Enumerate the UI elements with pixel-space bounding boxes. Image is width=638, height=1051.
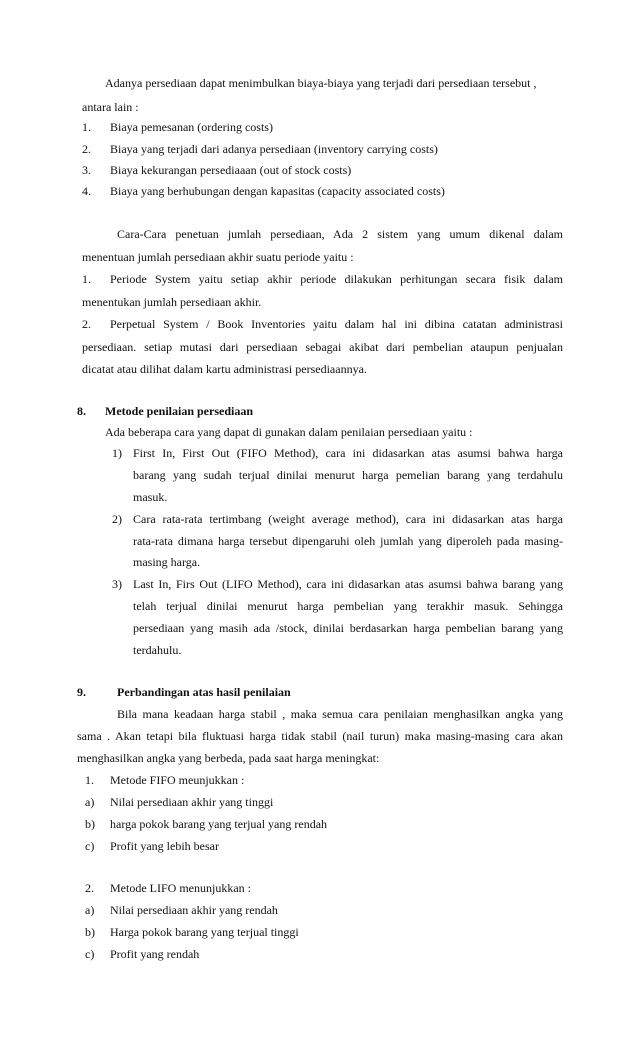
cost-item-text: Biaya yang terjadi dari adanya persediaan (inventory carrying costs) bbox=[110, 142, 438, 156]
method-number: 2) bbox=[112, 512, 122, 526]
intro-line-1: Adanya persediaan dapat menimbulkan biaya-biaya yang terjadi dari persediaan tersebut , bbox=[105, 76, 537, 90]
section-9-heading: Perbandingan atas hasil penilaian bbox=[117, 685, 291, 699]
cost-item-number: 1. bbox=[82, 120, 91, 134]
result-letter: b) bbox=[85, 817, 95, 831]
methods-line-2: menentuan jumlah persediaan akhir suatu periode yaitu : bbox=[82, 250, 354, 264]
result-letter: c) bbox=[85, 947, 95, 961]
result-text: harga pokok barang yang terjual yang rendah bbox=[110, 817, 328, 831]
result-text: Nilai persediaan akhir yang rendah bbox=[110, 903, 278, 917]
section-8-heading: Metode penilaian persediaan bbox=[105, 404, 254, 418]
system-number: 1. bbox=[82, 272, 91, 286]
periodic-system-line-2: menentukan jumlah persediaan akhir. bbox=[82, 295, 262, 309]
result-letter: a) bbox=[85, 795, 95, 809]
comparison-line-3: menghasilkan angka yang berbeda, pada saat harga meningkat: bbox=[77, 751, 380, 765]
perpetual-system-line-2: persediaan. setiap mutasi dari persediaan sebagai akibat dari pembelian ataupun penjualan bbox=[82, 340, 563, 354]
average-line-1: Cara rata-rata tertimbang (weight average method), cara ini didasarkan atas harga bbox=[133, 512, 563, 526]
cost-item-number: 4. bbox=[82, 184, 91, 198]
result-letter: a) bbox=[85, 903, 95, 917]
lifo-result-heading: Metode LIFO menunjukkan : bbox=[110, 881, 251, 895]
fifo-line-1: First In, First Out (FIFO Method), cara ini didasarkan atas asumsi bahwa harga bbox=[133, 446, 563, 460]
average-line-2: rata-rata dimana harga tersebut dipengaruhi oleh jumlah yang diperoleh pada masing- bbox=[133, 534, 563, 548]
system-number: 2. bbox=[82, 317, 91, 331]
lifo-line-2: telah terjual dinilai menurut harga pembelian yang terakhir masuk. Sehingga bbox=[133, 599, 563, 613]
section-8-number: 8. bbox=[77, 404, 86, 418]
result-letter: b) bbox=[85, 925, 95, 939]
result-text: Nilai persediaan akhir yang tinggi bbox=[110, 795, 274, 809]
method-number: 1) bbox=[112, 446, 122, 460]
comparison-line-1: Bila mana keadaan harga stabil , maka semua cara penilaian menghasilkan angka yang bbox=[117, 707, 563, 721]
perpetual-system-line-1: Perpetual System / Book Inventories yaitu dalam hal ini dibina catatan administrasi bbox=[110, 317, 563, 331]
cost-item-text: Biaya pemesanan (ordering costs) bbox=[110, 120, 273, 134]
lifo-line-3: persediaan yang masih ada /stock, dinilai berdasarkan harga pembelian barang yang bbox=[133, 621, 563, 635]
periodic-system-line-1: Periode System yaitu setiap akhir periode dilakukan perhitungan secara fisik dalam bbox=[110, 272, 563, 286]
cost-item-number: 2. bbox=[82, 142, 91, 156]
fifo-line-3: masuk. bbox=[133, 490, 168, 504]
section-8-intro: Ada beberapa cara yang dapat di gunakan dalam penilaian persediaan yaitu : bbox=[105, 425, 473, 439]
comparison-line-2: sama . Akan tetapi bila fluktuasi harga tidak stabil (nail turun) maka masing-masing cara akan bbox=[77, 729, 563, 743]
cost-item-text: Biaya yang berhubungan dengan kapasitas (capacity associated costs) bbox=[110, 184, 445, 198]
cost-item-number: 3. bbox=[82, 163, 91, 177]
method-number: 3) bbox=[112, 577, 122, 591]
fifo-line-2: barang yang sudah terjual dinilai menurut harga pemelian barang yang terdahulu bbox=[133, 468, 563, 482]
result-letter: c) bbox=[85, 839, 95, 853]
average-line-3: masing harga. bbox=[133, 555, 201, 569]
fifo-result-heading: Metode FIFO meunjukkan : bbox=[110, 773, 245, 787]
result-text: Harga pokok barang yang terjual tinggi bbox=[110, 925, 299, 939]
section-9-number: 9. bbox=[77, 685, 86, 699]
lifo-line-4: terdahulu. bbox=[133, 643, 182, 657]
intro-line-2: antara lain : bbox=[82, 100, 139, 114]
perpetual-system-line-3: dicatat atau dilihat dalam kartu administrasi persediaannya. bbox=[82, 362, 367, 376]
comparison-number: 1. bbox=[85, 773, 94, 787]
result-text: Profit yang rendah bbox=[110, 947, 200, 961]
comparison-number: 2. bbox=[85, 881, 94, 895]
cost-item-text: Biaya kekurangan persediaaan (out of stock costs) bbox=[110, 163, 352, 177]
methods-line-1: Cara-Cara penetuan jumlah persediaan, Ada 2 sistem yang umum dikenal dalam bbox=[117, 227, 563, 241]
result-text: Profit yang lebih besar bbox=[110, 839, 219, 853]
lifo-line-1: Last In, Firs Out (LIFO Method), cara ini didasarkan atas asumsi bahwa barang yang bbox=[133, 577, 563, 591]
